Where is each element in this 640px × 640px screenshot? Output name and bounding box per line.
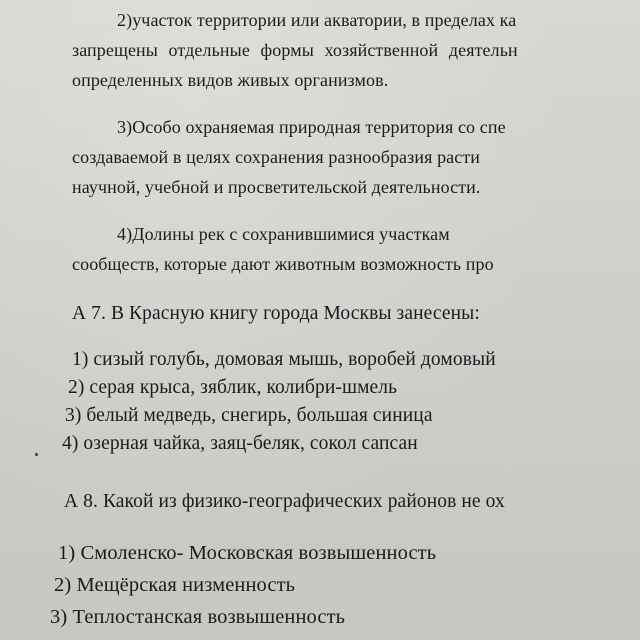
question-a7-option-3: 3) белый медведь, снегирь, большая синица [65,405,433,426]
question-a8-option-3: 3) Теплостанская возвышенность [50,606,346,628]
paragraph-2-line-1: 2)участок территории или акватории, в пределах ка [117,10,517,30]
question-a7-option-1: 1) сизый голубь, домовая мышь, воробей домовый [72,349,496,370]
question-a8-option-2: 2) Мещёрская низменность [54,574,296,596]
question-a7-option-4: 4) озерная чайка, заяц-беляк, сокол сапсан [62,433,418,454]
paragraph-3-line-3: научной, учебной и просветительской деятельности. [72,177,481,197]
paragraph-3-line-2: создаваемой в целях сохранения разнообразия расти [72,147,481,167]
paragraph-4-line-1: 4)Долины рек с сохранившимися участкам [117,224,450,244]
paragraph-2-line-2: запрещены отдельные формы хозяйственной деятельн [72,40,518,60]
paragraph-4-line-2: сообществ, которые дают животным возможность про [72,254,494,274]
question-a8-title: А 8. Какой из физико-географических районов не ох [64,491,505,512]
question-a7-title: А 7. В Красную книгу города Москвы занесены: [72,303,480,324]
question-a8-option-1: 1) Смоленско- Московская возвышенность [58,542,437,564]
stray-dot-mark [35,453,38,456]
paragraph-3-line-1: 3)Особо охраняемая природная территория со спе [117,117,506,137]
paragraph-2-line-3: определенных видов живых организмов. [72,70,389,90]
question-a7-option-2: 2) серая крыса, зяблик, колибри-шмель [68,377,398,398]
